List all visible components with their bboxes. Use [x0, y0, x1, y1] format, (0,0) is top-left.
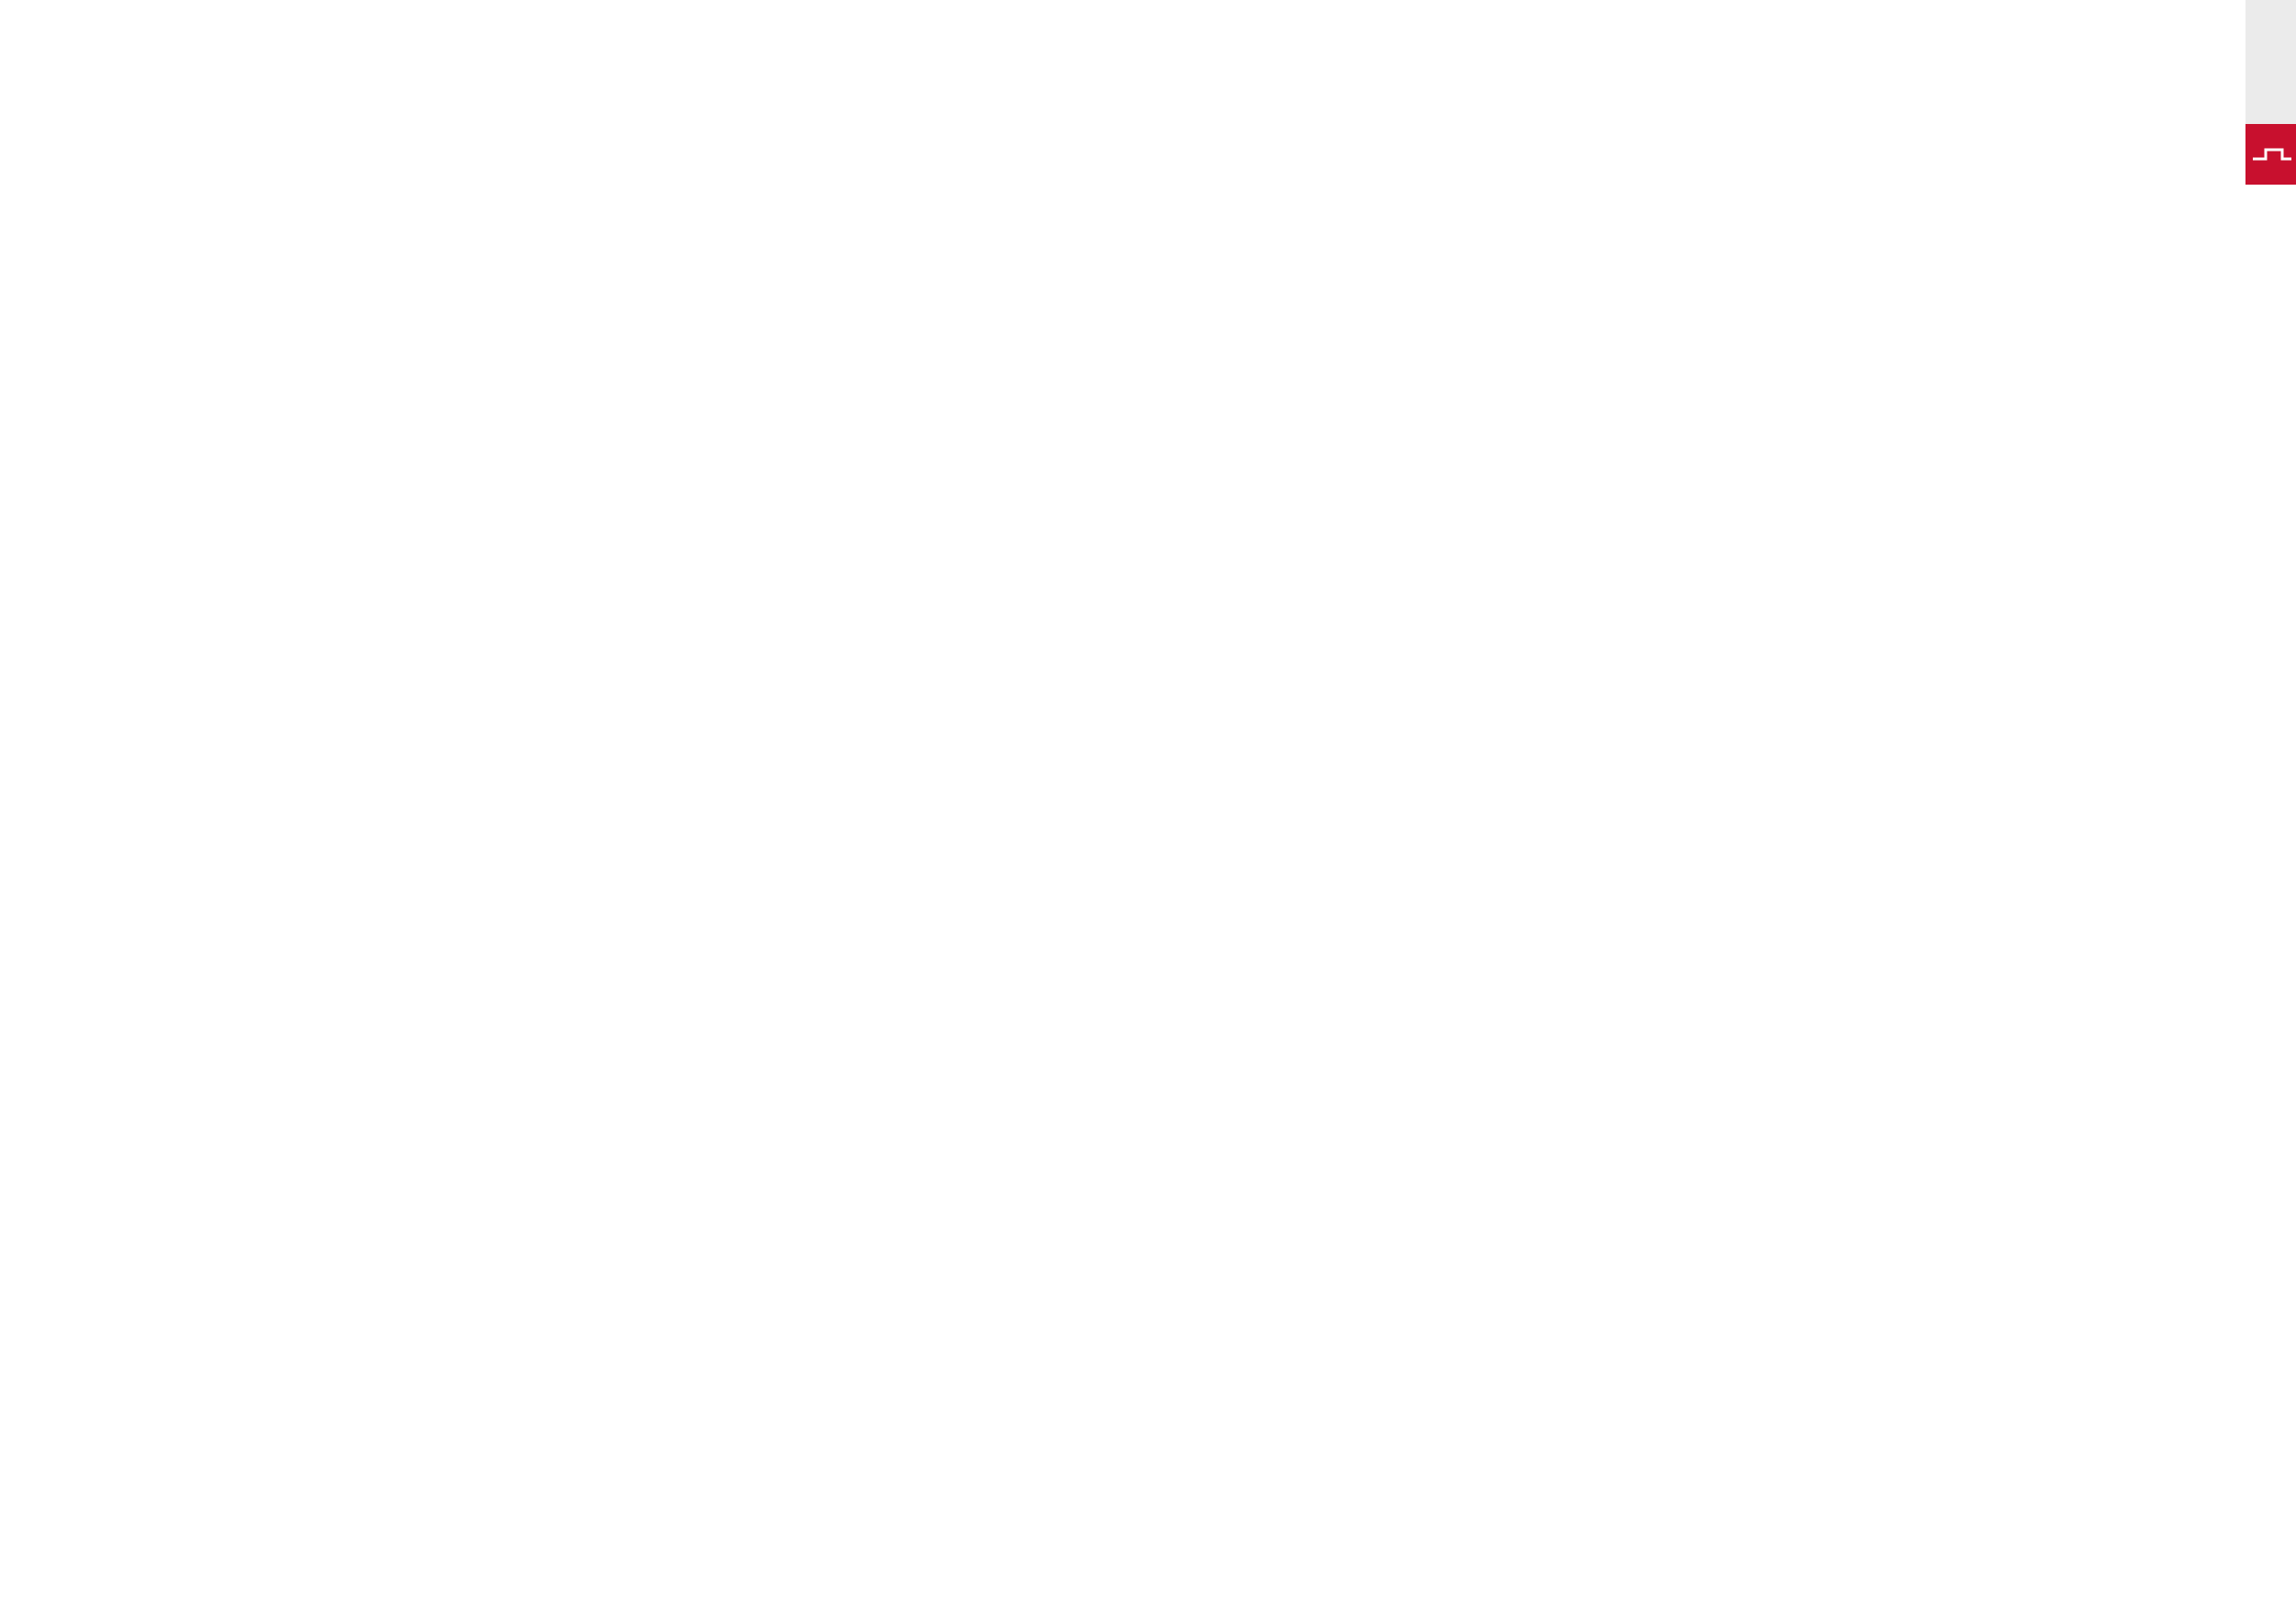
side-red-tab	[2245, 124, 2296, 185]
side-grey-tab	[2245, 0, 2296, 124]
tab-notch-icon	[2245, 124, 2296, 185]
